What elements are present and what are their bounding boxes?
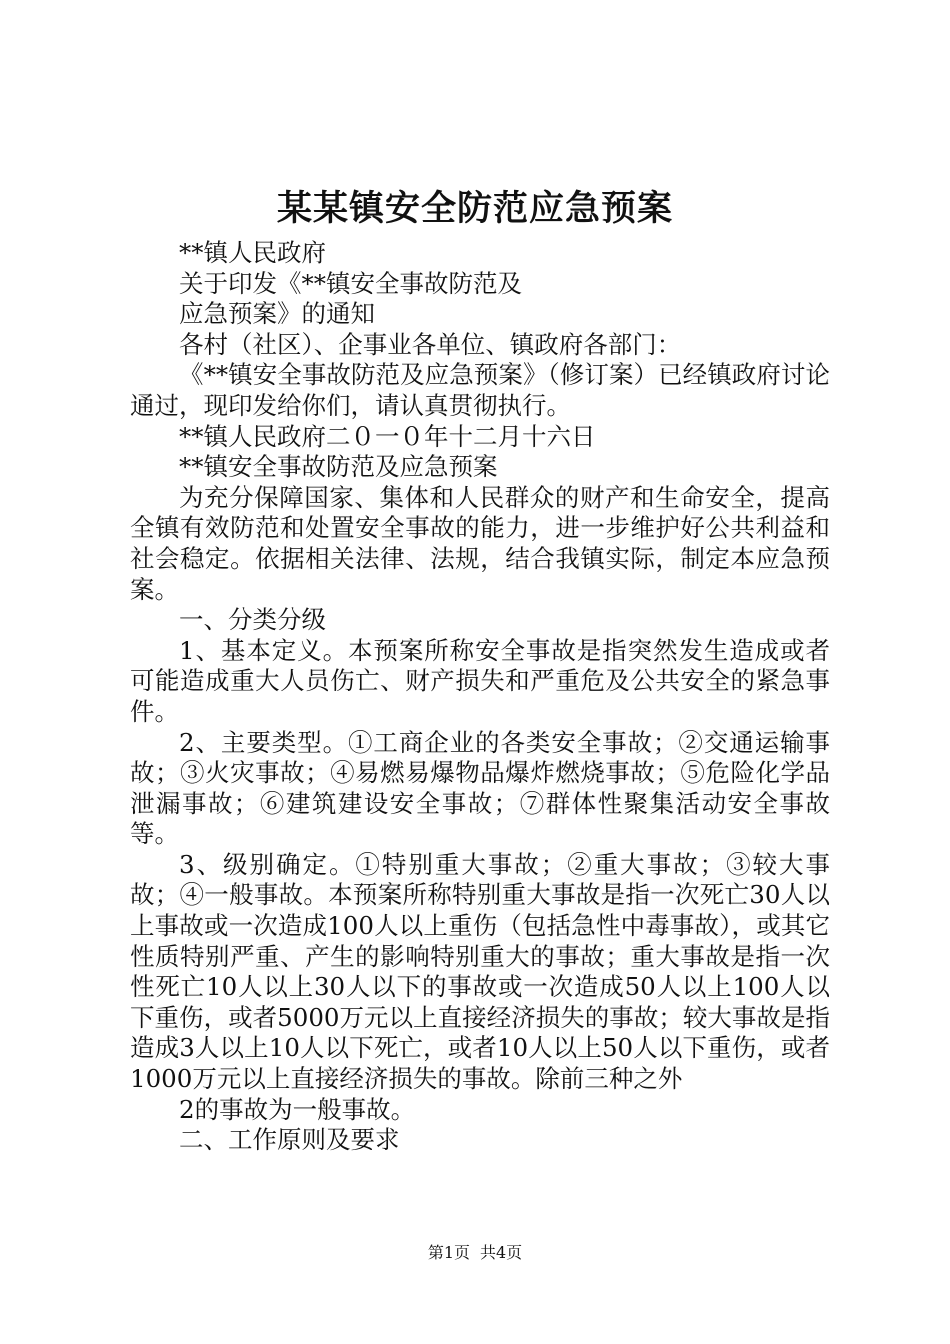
page-title: 某某镇安全防范应急预案 — [276, 188, 673, 229]
paragraph-notice-title-2: 应急预案》的通知 — [179, 299, 375, 329]
page-total: 共4页 — [480, 1243, 523, 1262]
paragraph-issuer: **镇人民政府 — [179, 238, 326, 267]
page-number: 第1页 — [427, 1243, 470, 1262]
section-heading-2: 二、工作原则及要求 — [179, 1125, 400, 1155]
section-heading-1: 一、分类分级 — [179, 605, 326, 635]
paragraph-notice-body: 《**镇安全事故防范及应急预案》（修订案）已经镇政府讨论通过，现印发给你们，请认真贯彻执行。 — [130, 360, 830, 420]
document-body — [130, 238, 830, 1156]
paragraph-intro: 为充分保障国家、集体和人民群众的财产和生命安全，提高全镇有效防范和处置安全事故的能力，进一步维护好公共利益和社会稳定。依据相关法律、法规，结合我镇实际，制定本应急预案。 — [130, 482, 830, 604]
paragraph-levels-cont: 2的事故为一般事故。 — [179, 1094, 416, 1124]
paragraph-types: 2、主要类型。①工商企业的各类安全事故；②交通运输事故；③火灾事故；④易燃易爆物品爆炸燃烧事故；⑤危险化学品泄漏事故；⑥建筑建设安全事故；⑦群体性聚集活动安全事故等。 — [130, 727, 830, 849]
paragraph-levels: 3、级别确定。①特别重大事故；②重大事故；③较大事故；④一般事故。本预案所称特别重大事故是指一次死亡30人以上事故或一次造成100人以上重伤（包括急性中毒事故），或其它性质特别严重、产生的影响特别重大的事故；重大事故是指一次性死亡10人以上30人以下的事故或一次造成50人以上100人以下重伤，或者5000万元以上直接经济损失的事故；较大事故是指造成3人以上10人以下死亡，或者10人以上50人以下重伤，或者1000万元以上直接经济损失的事故。除前三种之外 — [130, 849, 830, 1094]
paragraph-plan-title: **镇安全事故防范及应急预案 — [179, 452, 498, 482]
paragraph-notice-title-1: 关于印发《**镇安全事故防范及 — [179, 268, 522, 298]
paragraph-recipients: 各村（社区）、企事业各单位、镇政府各部门： — [179, 329, 682, 359]
paragraph-date: **镇人民政府二０一０年十二月十六日 — [179, 421, 596, 451]
page-footer — [0, 1241, 950, 1265]
paragraph-definition: 1、基本定义。本预案所称安全事故是指突然发生造成或者可能造成重大人员伤亡、财产损失和严重危及公共安全的紧急事件。 — [130, 635, 830, 726]
